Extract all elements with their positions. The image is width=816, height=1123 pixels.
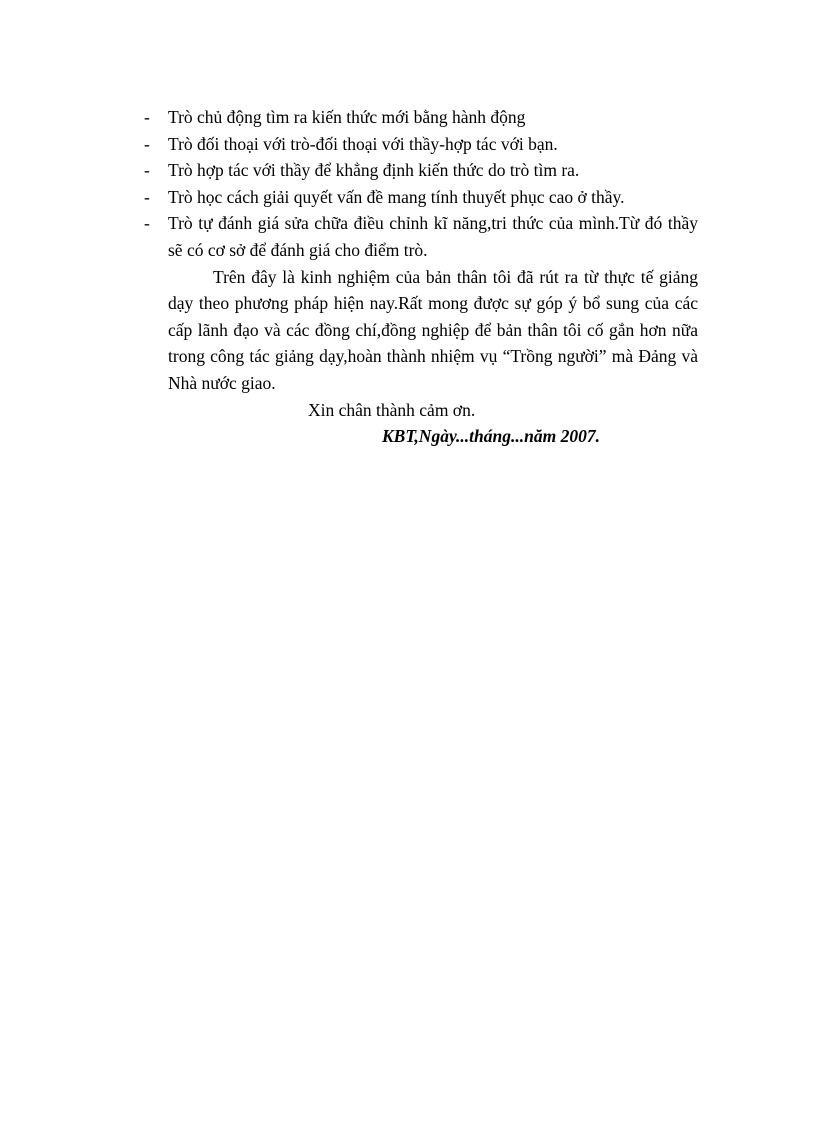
bullet-item [144,131,698,158]
bullet-dash: - [144,133,150,154]
bullet-dash: - [144,160,150,181]
bullet-text: Trò tự đánh giá sửa chữa điều chỉnh kĩ năng,tri thức của mình.Từ đó thầy sẽ có cơ sở để đánh giá cho điểm trò. [168,213,698,260]
bullet-item [144,184,698,211]
bullet-dash: - [144,186,150,207]
bullet-text: Trò chủ động tìm ra kiến thức mới bằng hành động [168,107,526,127]
bullet-text: Trò đối thoại với trò-đối thoại với thầy-hợp tác với bạn. [168,133,558,154]
document-body [144,104,698,450]
bullet-text: Trò học cách giải quyết vấn đề mang tính thuyết phục cao ở thầy. [168,186,625,207]
bullet-list [144,104,698,264]
date-line: KBT,Ngày...tháng...năm 2007. [382,426,600,447]
bullet-dash: - [144,213,150,234]
bullet-dash: - [144,107,150,127]
bullet-item [144,157,698,184]
bullet-item [144,210,698,263]
bullet-text: Trò hợp tác với thầy để khẳng định kiến thức do trò tìm ra. [168,160,580,181]
bullet-item [144,104,698,131]
closing-paragraph: Trên đây là kinh nghiệm của bản thân tôi đã rút ra từ thực tế giảng dạy theo phương pháp hiện nay.Rất mong được sự góp ý bổ sung của các cấp lãnh đạo và các đồng chí,đồng nghiệp để bản thân tôi cố gắn hơn nữa trong công tác giảng dạy,hoàn thành nhiệm vụ “Trồng người” mà Đảng và Nhà nước giao. [168,266,698,393]
thanks-line: Xin chân thành cảm ơn. [308,399,476,420]
